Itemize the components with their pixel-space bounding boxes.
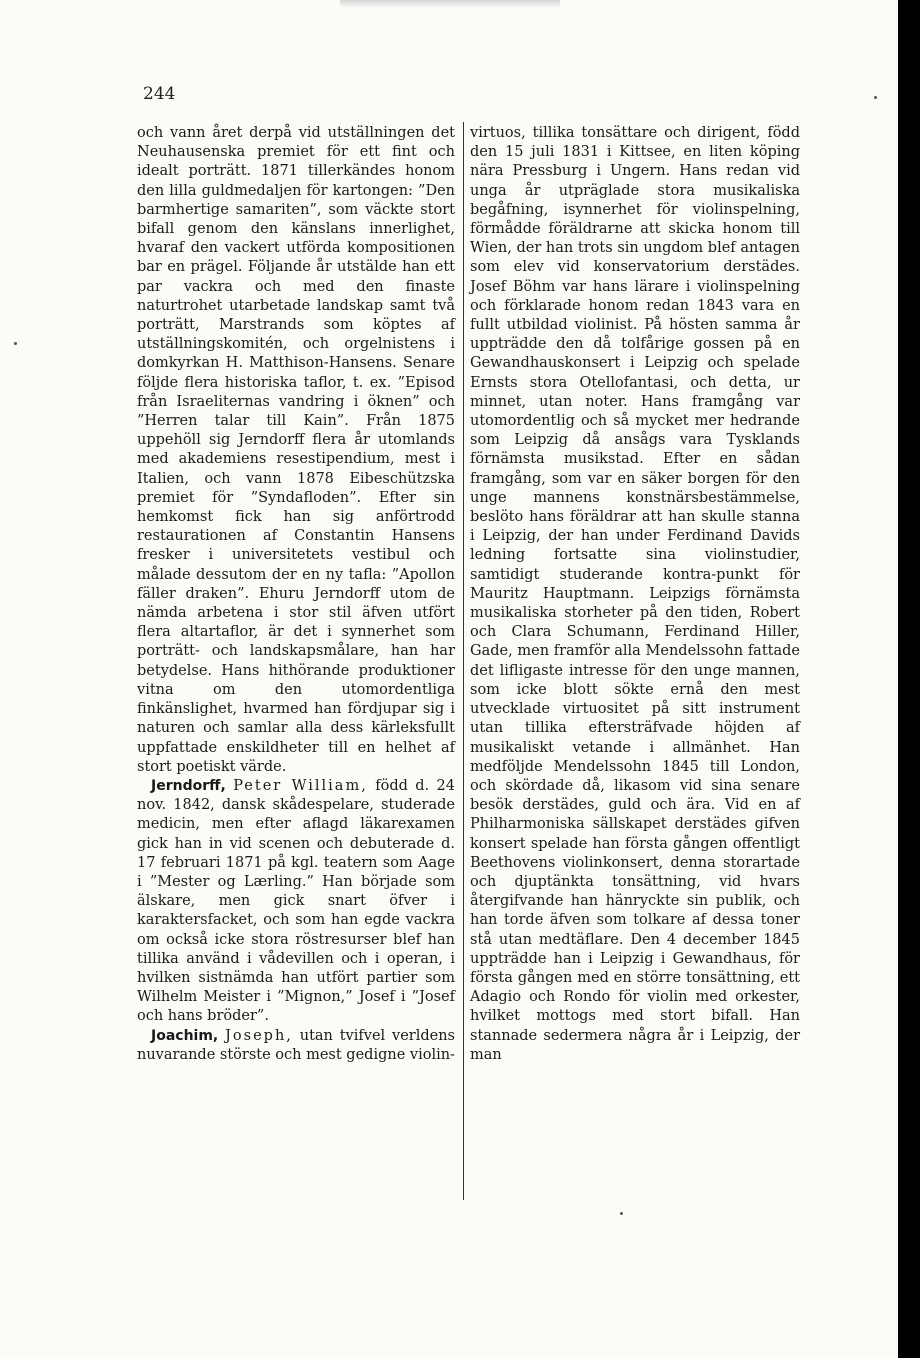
entry-text: född d. 24 nov. 1842, dansk skådespelare, studerade medicin, men efter aflagd läkarexamen gick han in vid scenen och debuterade d. 17 februari 1871 på kgl. teatern som Aage i ”Mester og Lærling.” Han började som älskare, men gick snart öfver i karaktersfacket, och som han egde vackra om också icke stora röstresurser blef han tillika använd i vådevillen och i operan, i hvilken sistnämda han utfört partier som Wilhelm Meister i ”Mignon,” Josef i ”Josef och hans bröder”. [137, 777, 456, 1025]
entry-text: utan tvifvel verldens nuvarande störste och mest gedigne violin- [137, 1027, 455, 1063]
entry-joachim [137, 1027, 455, 1065]
entry-jerndorff-actor [137, 777, 455, 1027]
entry-given-names: Joseph, [225, 1027, 293, 1044]
scan-speck [14, 342, 17, 345]
column-divider [463, 122, 464, 1200]
scan-smudge [340, 0, 560, 8]
scan-speck [620, 1212, 623, 1215]
right-column [470, 124, 800, 1065]
scan-border [898, 0, 920, 1358]
paragraph-jerndorff-painter: och vann året derpå vid utställningen det Neuhausenska premiet för ett fint och idealt porträtt. 1871 tillerkändes honom den lilla guldmedaljen för kartongen: ”Den barmhertige samariten”, som väckte stort bifall genom den känslans innerlighet, hvaraf den vackert utförda kompositionen bar en prägel. Följande år utstälde han ett par vackra och med den finaste naturtrohet utarbetade landskap samt två porträtt, Marstrands som köptes af utställningskomitén, och orgelnistens i domkyrkan H. Matthison-Hansens. Senare följde flera historiska taflor, t. ex. ”Episod från Israeliternas vandring i öknen” och ”Herren talar till Kain”. Från 1875 uppehöll sig Jerndorff flera år utomlands med akademiens resestipendium, mest i Italien, och vann 1878 Eibeschützska premiet för ”Syndafloden”. Efter sin hemkomst fick han sig anförtrodd restaurationen af Constantin Hansens fresker i universitetets vestibul och målade dessutom der en ny tafla: ”Apollon fäller draken”. Ehuru Jerndorff utom de nämda arbetena i stor stil äfven utfört flera altartaflor, är det i synnerhet som porträtt- och landskapsmålare, han har betydelse. Hans hithörande produktioner vitna om den utomordentliga finkänslighet, hvarmed han fördjupar sig i naturen och samlar alla dess kärleksfullt uppfattade enskildheter till en helhet af stort poetiskt värde. [137, 125, 455, 775]
page-number: 244 [143, 84, 176, 104]
entry-given-names: Peter William, [233, 777, 368, 794]
entry-headword: Joachim, [151, 1027, 219, 1044]
scan-speck [874, 96, 877, 99]
entry-headword: Jerndorff, [151, 777, 226, 794]
paragraph-joachim-continued: virtuos, tillika tonsättare och dirigent, född den 15 juli 1831 i Kittsee, en liten köping nära Pressburg i Ungern. Hans redan vid unga år utpräglade stora musikaliska begåfning, isynnerhet för violinspelning, förmådde föräldrarne att skicka honom till Wien, der han trots sin ungdom blef antagen som elev vid konservatorium derstädes. Josef Böhm var hans lärare i violinspelning och förklarade honom redan 1843 vara en fullt utbildad violinist. På hösten samma år uppträdde den då tolfårige gossen på en Gewandhauskonsert i Leipzig och spelade Ernsts stora Otellofantasi, och detta, ur minnet, utan noter. Hans framgång var utomordentlig och så mycket mer hedrande som Leipzig då ansågs vara Tysklands förnämsta musikstad. Efter en sådan framgång, som var en säker borgen för den unge mannens konstnärsbestämmelse, beslöto hans föräldrar att han skulle stanna i Leipzig, der han under Ferdinand Davids ledning fortsatte sina violinstudier, samtidigt studerande kontra-punkt för Mauritz Hauptmann. Leipzigs förnämsta musikaliska storheter på den tiden, Robert och Clara Schumann, Ferdinand Hiller, Gade, men framför alla Mendelssohn fattade det lifligaste intresse för den unge mannen, som icke blott sökte ernå den mest utvecklade virtuositet på sitt instrument utan tillika eftersträfvade höjden af musikaliskt vetande i allmänhet. Han medföljde Mendelssohn 1845 till London, och skördade då, likasom vid sina senare besök derstädes, guld och ära. Vid en af Philharmoniska sällskapet derstädes gifven konsert spelade han första gången offentligt Beethovens violinkonsert, denna storartade och djuptänkta tonsättning, vid hvars återgifvande han hänryckte sin publik, och han torde äfven som tolkare af dessa toner stå utan medtäflare. Den 4 december 1845 uppträdde han i Leipzig i Gewandhaus, för första gången med en större tonsättning, ett Adagio och Rondo för violin med orkester, hvilket mottogs med stort bifall. Han stannade sedermera några år i Leipzig, der man [470, 125, 800, 1063]
left-column [137, 124, 455, 1065]
